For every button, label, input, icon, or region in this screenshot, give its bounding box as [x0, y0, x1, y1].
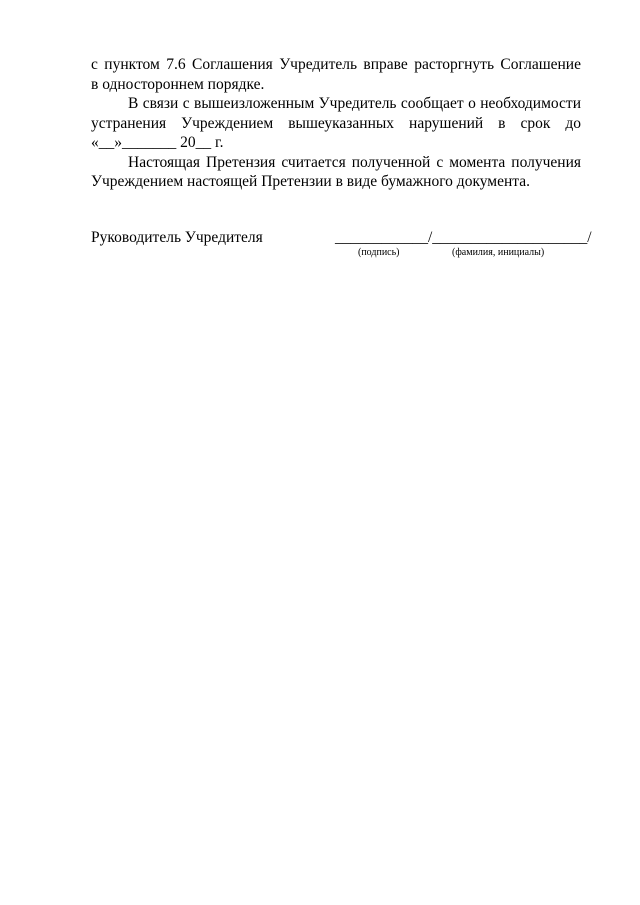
signature-fields: ____________/____________________/	[335, 229, 592, 246]
text-line: «__»_______ 20__ г.	[91, 134, 224, 151]
text-line: В связи с вышеизложенным Учредитель сообщает о необходимости	[128, 95, 581, 112]
signatory-title: Руководитель Учредителя	[91, 229, 263, 246]
paragraph-termination	[91, 55, 581, 94]
text-line: с пунктом 7.6 Соглашения Учредитель вправе расторгнуть Соглашение	[91, 56, 581, 73]
name-caption: (фамилия, инициалы)	[452, 247, 545, 258]
signature-caption: (подпись)	[358, 247, 400, 258]
text-line: в одностороннем порядке.	[91, 75, 265, 93]
text-line: устранения Учреждением вышеуказанных нарушений в срок до	[91, 114, 581, 132]
paragraph-deadline	[91, 94, 581, 153]
text-line: Настоящая Претензия считается полученной с момента получения	[128, 153, 581, 171]
signature-block	[91, 229, 592, 269]
paragraph-receipt	[91, 153, 581, 192]
text-line: Учреждением настоящей Претензии в виде бумажного документа.	[91, 173, 530, 190]
document-body	[91, 55, 581, 192]
